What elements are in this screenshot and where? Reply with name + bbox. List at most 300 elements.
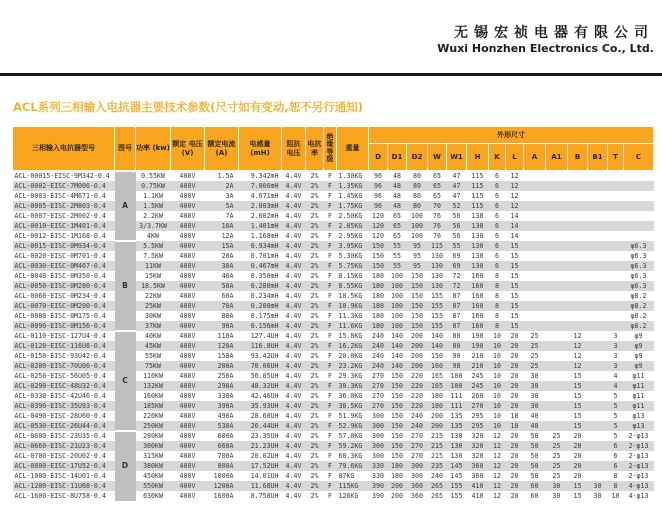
table-cell: F (324, 321, 337, 331)
table-cell: 400V (179, 452, 196, 460)
table-cell: 138 (471, 232, 484, 240)
table-cell: 30.3KG (337, 381, 369, 391)
column-header-dim-b1: B1 (588, 144, 608, 171)
table-cell: 1000A (213, 472, 234, 480)
table-cell: 15 (510, 292, 519, 300)
table-cell: 315KW (143, 452, 163, 460)
table-cell: 180 (431, 392, 443, 400)
column-header-impedance: 阻抗 电压 (282, 127, 306, 171)
table-cell: 100 (388, 281, 407, 291)
table-cell: φ6.3 (630, 252, 647, 260)
table-cell: 50 (530, 452, 539, 460)
table-cell: 145 (447, 461, 467, 471)
table-cell: 295 (467, 421, 489, 431)
table-cell (608, 271, 624, 281)
table-cell (546, 281, 568, 291)
table-cell: 25 (546, 461, 568, 471)
table-cell: 18 (510, 412, 519, 420)
table-body (13, 171, 654, 502)
table-cell: 160 (471, 292, 484, 300)
table-cell: 220 (407, 401, 428, 411)
table-cell (588, 311, 608, 321)
table-cell: 300 (411, 472, 423, 480)
table-cell: 6 (495, 252, 499, 260)
table-cell: 2% (310, 372, 319, 380)
table-cell: 20 (506, 441, 524, 451)
table-row (13, 391, 654, 401)
table-cell: 65 (433, 192, 441, 200)
table-cell: 200 (388, 481, 407, 491)
model-cell: ACL-0200-EISC-70U06-0.4 (13, 361, 115, 371)
header-divider (0, 73, 662, 76)
table-cell: 4.4V (282, 221, 306, 231)
table-cell: 4 (613, 372, 618, 380)
table-cell: 115 (428, 241, 447, 251)
table-cell: 48 (388, 181, 407, 191)
table-cell (588, 321, 608, 331)
table-cell: 6 (489, 241, 506, 251)
table-cell: 190 (471, 332, 484, 340)
table-cell: 96 (369, 181, 388, 191)
table-cell: 47 (452, 172, 461, 180)
table-cell: 390 (369, 481, 388, 491)
table-cell: 400V (171, 281, 205, 291)
table-cell: 2-φ13 (628, 452, 649, 460)
table-cell: 630KW (143, 492, 163, 500)
table-cell (546, 401, 568, 411)
column-header-dim-w1: W1 (447, 144, 467, 171)
table-cell: 76 (428, 221, 447, 231)
table-cell: 8 (489, 301, 506, 311)
table-cell: 96 (374, 172, 382, 180)
table-cell: 80 (407, 181, 428, 191)
table-cell: 160 (428, 361, 447, 371)
table-cell: 25 (524, 361, 546, 371)
table-cell (524, 241, 546, 251)
table-cell: F (324, 421, 337, 431)
table-cell: 12 (510, 172, 519, 180)
table-cell (524, 291, 546, 301)
table-cell (588, 451, 608, 461)
table-cell: F (328, 172, 332, 180)
table-cell (608, 261, 624, 271)
table-cell: 111 (450, 392, 463, 400)
table-cell: 360 (411, 492, 423, 500)
table-cell: 400V (179, 252, 196, 260)
table-cell: 130 (428, 281, 447, 291)
table-cell: 400V (179, 332, 196, 340)
table-cell: 160 (467, 321, 489, 331)
table-row (13, 221, 654, 231)
table-cell: 55 (388, 241, 407, 251)
table-cell: F (328, 292, 332, 300)
table-cell: 15 (510, 312, 519, 320)
table-cell: 8 (608, 481, 624, 491)
table-cell: 2% (306, 221, 324, 231)
table-cell: 215 (428, 441, 447, 451)
table-cell: 180 (428, 401, 447, 411)
table-cell: 400V (179, 212, 196, 220)
table-cell: 240 (431, 472, 443, 480)
table-cell: 290A (205, 381, 239, 391)
table-cell: 2% (310, 252, 319, 260)
table-cell: 55 (447, 241, 467, 251)
table-cell: 2% (306, 461, 324, 471)
table-cell (588, 191, 608, 201)
table-cell (546, 241, 568, 251)
model-cell: ACL-0700-EISC-20U02-0.4 (14, 452, 106, 460)
table-cell: 3 (608, 361, 624, 371)
table-cell: 111 (447, 401, 467, 411)
table-cell: 2% (310, 432, 319, 440)
table-row (13, 291, 654, 301)
table-cell (624, 231, 654, 241)
table-cell: 2% (310, 472, 319, 480)
column-header-dim-w: W (428, 144, 447, 171)
table-cell: 150 (388, 421, 407, 431)
table-cell: 4.4V (282, 401, 306, 411)
table-cell: 135 (450, 412, 463, 420)
table-cell: 240 (411, 412, 423, 420)
table-cell: 260 (471, 392, 484, 400)
table-cell: 65 (433, 172, 441, 180)
table-cell: 87 (452, 312, 461, 320)
table-cell: 14.01UH (250, 472, 279, 480)
table-cell: 10.5KG (338, 292, 363, 300)
table-cell: 700A (217, 452, 234, 460)
table-cell: 20.0KG (338, 352, 363, 360)
table-row (13, 341, 654, 351)
table-cell: 10 (489, 381, 506, 391)
table-cell: 2-φ13 (624, 441, 654, 451)
table-cell (588, 411, 608, 421)
table-cell: 100 (407, 221, 428, 231)
table-cell: φ13 (632, 412, 645, 420)
table-cell: φ13 (624, 421, 654, 431)
table-cell: 2.50KG (338, 212, 363, 220)
table-cell: 2% (310, 192, 319, 200)
table-cell: 235 (428, 461, 447, 471)
table-cell: 15 (568, 381, 588, 391)
table-cell: 15 (573, 392, 582, 400)
table-cell: 4.4V (285, 252, 302, 260)
table-cell: 4.4V (285, 492, 302, 500)
table-cell: 2% (310, 312, 319, 320)
table-cell: 2% (310, 492, 319, 500)
table-cell: 120 (372, 232, 384, 240)
table-cell: 115 (467, 201, 489, 211)
table-cell (608, 321, 624, 331)
table-cell (524, 191, 546, 201)
model-cell: ACL-1000-EISC-14U01-0.4 (14, 472, 106, 480)
column-header-dim-b: B (568, 144, 588, 171)
company-name-en: Wuxi Honzhen Electronics Co., Ltd. (437, 42, 654, 56)
table-cell: 550KW (136, 481, 171, 491)
table-cell: 2.2KW (143, 212, 163, 220)
model-cell: ACL-0660-EISC-21U23-0.4 (13, 441, 115, 451)
table-cell: 160 (471, 272, 484, 280)
table-cell: 4.4V (282, 421, 306, 431)
table-cell: 2% (306, 381, 324, 391)
table-cell: 6 (495, 172, 499, 180)
table-cell: 12 (573, 332, 582, 340)
table-cell: 30 (530, 372, 539, 380)
table-cell: 200 (428, 421, 447, 431)
table-cell: 4.4V (282, 321, 306, 331)
table-cell: F (324, 241, 337, 251)
table-cell: 18.5KW (136, 281, 171, 291)
table-cell: 245 (471, 372, 484, 380)
table-cell: 30 (593, 492, 602, 500)
table-cell: 200 (411, 352, 423, 360)
table-cell (588, 421, 608, 431)
table-cell (546, 381, 568, 391)
table-cell: 10 (493, 332, 501, 340)
table-cell: 145 (450, 472, 463, 480)
table-cell: 7A (225, 212, 234, 220)
table-cell: 14 (510, 212, 519, 220)
table-cell: F (328, 352, 332, 360)
model-cell: ACL-0007-EISC-2M002-0.4 (14, 212, 106, 220)
table-cell: 4.4V (282, 381, 306, 391)
table-cell: 270 (407, 441, 428, 451)
table-cell: 400V (171, 321, 205, 331)
column-header-dimensions: 外形尺寸 (369, 127, 654, 144)
table-cell: 22KW (145, 292, 161, 300)
table-cell: 5 (608, 421, 624, 431)
table-cell: 180 (372, 292, 384, 300)
column-header-dim-k: K (489, 144, 506, 171)
table-cell: 130 (467, 241, 489, 251)
table-cell: 20.02UH (250, 452, 279, 460)
table-cell: 20 (568, 441, 588, 451)
model-cell: ACL-0050-EISC-0M280-0.4 (13, 281, 115, 291)
table-cell: 10 (489, 341, 506, 351)
table-cell: 150 (372, 252, 384, 260)
table-cell: 2% (310, 292, 319, 300)
table-cell: 25 (552, 432, 561, 440)
table-cell: 140 (391, 352, 403, 360)
table-cell: 52 (447, 201, 467, 211)
table-cell: 265 (428, 481, 447, 491)
table-cell: 6 (495, 232, 499, 240)
table-cell: 400V (179, 392, 196, 400)
table-cell (546, 301, 568, 311)
table-cell (546, 201, 568, 211)
table-cell: 240 (369, 341, 388, 351)
table-cell: 116.8UH (239, 341, 282, 351)
table-cell: 60 (530, 492, 539, 500)
table-cell: 400V (171, 481, 205, 491)
table-row (13, 401, 654, 411)
model-cell: ACL-0002-EISC-7M006-0.4 (13, 181, 115, 191)
table-cell (588, 211, 608, 221)
table-cell: 1.1KW (143, 192, 163, 200)
table-cell (524, 261, 546, 271)
table-cell: φ11 (624, 401, 654, 411)
table-cell: 2% (310, 212, 319, 220)
table-cell: 70.06UH (239, 361, 282, 371)
table-cell: F (328, 432, 332, 440)
model-cell: ACL-0800-EISC-17U52-0.4 (13, 461, 115, 471)
table-cell: 300 (372, 412, 384, 420)
model-cell: ACL-0390-EISC-35U93-0.4 (13, 401, 115, 411)
table-cell: F (324, 461, 337, 471)
table-cell: 2-φ13 (628, 432, 649, 440)
table-row (13, 281, 654, 291)
table-cell: φ8.2 (624, 301, 654, 311)
table-cell: 10 (611, 492, 620, 500)
table-cell (546, 311, 568, 321)
table-cell: 130 (450, 432, 463, 440)
table-cell: 600A (217, 432, 234, 440)
table-cell: 115 (467, 181, 489, 191)
table-cell: 400V (179, 372, 196, 380)
table-cell: 165 (431, 372, 443, 380)
table-cell: 220KW (143, 412, 163, 420)
table-cell: 2.803mH (239, 201, 282, 211)
table-cell: 400V (171, 441, 205, 451)
table-cell: 20 (506, 381, 524, 391)
table-cell: 150 (407, 321, 428, 331)
table-cell: F (328, 252, 332, 260)
table-cell: 4.4V (282, 301, 306, 311)
table-cell: 30 (552, 492, 561, 500)
column-header-dim-h: H (467, 144, 489, 171)
table-cell: φ9 (634, 352, 643, 360)
table-cell: 7.5KW (143, 252, 163, 260)
table-cell: 20 (510, 472, 519, 480)
table-cell: 30A (205, 261, 239, 271)
table-cell: 87 (452, 292, 461, 300)
table-row (13, 261, 654, 271)
table-cell: 400V (171, 241, 205, 251)
table-cell: 660A (205, 441, 239, 451)
table-cell: 1.168mH (250, 232, 279, 240)
table-cell: 5.75KG (337, 261, 369, 271)
table-cell: 15 (506, 281, 524, 291)
table-cell (608, 281, 624, 291)
table-cell (524, 281, 546, 291)
table-cell: 30KW (145, 312, 161, 320)
table-cell (546, 421, 568, 431)
table-cell: 60A (221, 292, 234, 300)
table-cell: 150 (388, 381, 407, 391)
table-cell: 140 (431, 332, 443, 340)
table-row (13, 231, 654, 241)
table-cell: F (328, 192, 332, 200)
model-cell: ACL-0080-EISC-0M175-0.4 (14, 312, 106, 320)
table-cell (568, 291, 588, 301)
table-cell: 0.200mH (239, 301, 282, 311)
table-cell: 180 (391, 472, 403, 480)
table-cell (546, 251, 568, 261)
model-cell: ACL-0490-EISC-28U60-0.4 (14, 412, 106, 420)
table-cell (546, 321, 568, 331)
table-cell: 8.55KG (337, 281, 369, 291)
table-cell: 11.6KG (337, 321, 369, 331)
table-cell: 127.4UH (250, 332, 279, 340)
table-cell: 87KG (338, 472, 355, 480)
table-cell: 4.4V (282, 361, 306, 371)
table-cell: 6 (489, 261, 506, 271)
table-cell (588, 441, 608, 451)
model-cell: ACL-0015-EISC-0M934-0.4 (13, 241, 115, 251)
table-cell: 2.85KG (337, 221, 369, 231)
table-cell: 4.671mH (250, 192, 279, 200)
table-cell (588, 251, 608, 261)
table-cell: 30 (588, 481, 608, 491)
table-cell: F (324, 361, 337, 371)
model-cell: ACL-0020-EISC-0M701-0.4 (14, 252, 106, 260)
table-cell: 12 (493, 472, 501, 480)
table-row (13, 321, 654, 331)
table-cell (588, 331, 608, 341)
table-row (13, 311, 654, 321)
table-cell: 12 (506, 181, 524, 191)
table-cell: 11.3KG (338, 312, 363, 320)
table-cell: φ6.3 (624, 261, 654, 271)
model-cell: ACL-0040-EISC-0M350-0.4 (14, 272, 106, 280)
table-cell: 5 (613, 432, 618, 440)
table-cell: 15 (568, 401, 588, 411)
table-cell: 160 (467, 301, 489, 311)
table-cell (524, 271, 546, 281)
table-cell: 20 (510, 452, 519, 460)
table-cell: F (328, 312, 332, 320)
table-cell: 220 (407, 381, 428, 391)
table-cell: 100 (391, 292, 403, 300)
table-cell: 2% (310, 412, 319, 420)
table-cell: 0.701mH (250, 252, 279, 260)
table-cell: φ11 (632, 372, 645, 380)
table-cell (588, 301, 608, 311)
table-cell: 200 (431, 412, 443, 420)
table-cell: 2% (306, 401, 324, 411)
table-row (13, 381, 654, 391)
table-cell: F (328, 392, 332, 400)
table-cell: 130 (467, 261, 489, 271)
table-cell: 400V (171, 301, 205, 311)
table-cell: 130 (447, 441, 467, 451)
table-cell: 4.4V (282, 461, 306, 471)
table-cell: 4.4V (285, 312, 302, 320)
table-cell: 20 (506, 481, 524, 491)
table-cell: 5 (613, 392, 618, 400)
table-cell: 1600A (213, 492, 234, 500)
table-cell: 2.95KG (338, 232, 363, 240)
table-cell (608, 301, 624, 311)
table-cell: 400V (179, 352, 196, 360)
table-cell: F (324, 281, 337, 291)
table-cell: 21.23UH (239, 441, 282, 451)
table-cell: 20 (506, 461, 524, 471)
table-cell (546, 411, 568, 421)
table-cell: 40A (221, 272, 234, 280)
table-cell: 165 (428, 381, 447, 391)
table-cell: 5.5KW (136, 241, 171, 251)
table-cell: φ6.3 (624, 281, 654, 291)
table-row (13, 211, 654, 221)
table-cell: 300 (407, 461, 428, 471)
table-cell (568, 191, 588, 201)
table-cell: 20 (510, 372, 519, 380)
column-header-dim-d: D (369, 144, 388, 171)
table-cell: 50 (530, 472, 539, 480)
table-cell (524, 231, 546, 241)
table-cell: 95 (413, 252, 421, 260)
table-cell (608, 251, 624, 261)
